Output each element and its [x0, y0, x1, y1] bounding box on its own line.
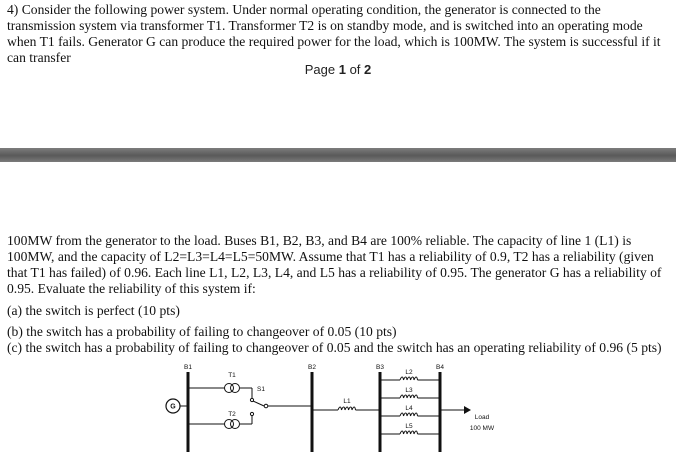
problem-text-part2: 100MW from the generator to the load. Buses B1, B2, B3, and B4 are 100% reliable. The capacity of line 1 (L1) is 100MW, and the capacity of L2=L3=L4=L5=50MW. Assume that T1 has a reliability of 0.9, T2 has a reliability (given that T1 has failed) of 0.96. Each line L1, L2, L3, L4, and L5 has a reliability of 0.95. The generator G has a reliability of 0.95. Evaluate the reliability of this system if: — [7, 233, 662, 296]
transformer-t2-symbol — [225, 420, 240, 429]
page-of-label: of — [345, 62, 365, 77]
page-break-divider — [0, 148, 676, 162]
line-l1-symbol — [338, 407, 356, 410]
page-prefix: Page — [304, 62, 339, 77]
line-l1-label: L1 — [343, 398, 351, 405]
page-indicator — [0, 62, 676, 77]
transformer-t2-label: T2 — [228, 411, 236, 418]
load-label: Load — [474, 414, 490, 421]
bus-b1-label: B1 — [184, 364, 192, 371]
switch-s1-symbol — [253, 401, 268, 408]
switch-s1-label: S1 — [257, 386, 265, 393]
line-l3-label: L3 — [405, 387, 413, 394]
bus-b3-label: B3 — [376, 364, 384, 371]
bus-b2-label: B2 — [308, 364, 316, 371]
current-page-number: 1 — [338, 62, 346, 77]
generator-label: G — [170, 403, 176, 411]
line-l4-label: L4 — [405, 405, 413, 412]
bus-b4-label: B4 — [436, 364, 444, 371]
transformer-t1-label: T1 — [228, 372, 236, 379]
transformer-t1-symbol — [225, 384, 240, 393]
question-c: (c) the switch has a probability of failing to changeover of 0.05 and the switch has an operating reliability of 0.96 (5 pts) — [7, 340, 662, 355]
problem-text-part1: 4) Consider the following power system. Under normal operating condition, the generator is connected to the transmission system via transformer T1. Transformer T2 is on standby mode, and is switched into an operating mode when T1 fails. Generator G can produce the required power for the load, which is 100MW. The system is successful if it can transfer — [7, 2, 661, 65]
load-value: 100 MW — [469, 425, 495, 432]
load-arrow — [464, 406, 471, 414]
line-l5-label: L5 — [405, 423, 413, 430]
power-system-diagram — [160, 360, 540, 460]
total-page-count: 2 — [364, 62, 372, 77]
line-l2-label: L2 — [405, 369, 413, 376]
question-a: (a) the switch is perfect (10 pts) — [7, 303, 180, 318]
question-b: (b) the switch has a probability of failing to changeover of 0.05 (10 pts) — [7, 324, 397, 339]
